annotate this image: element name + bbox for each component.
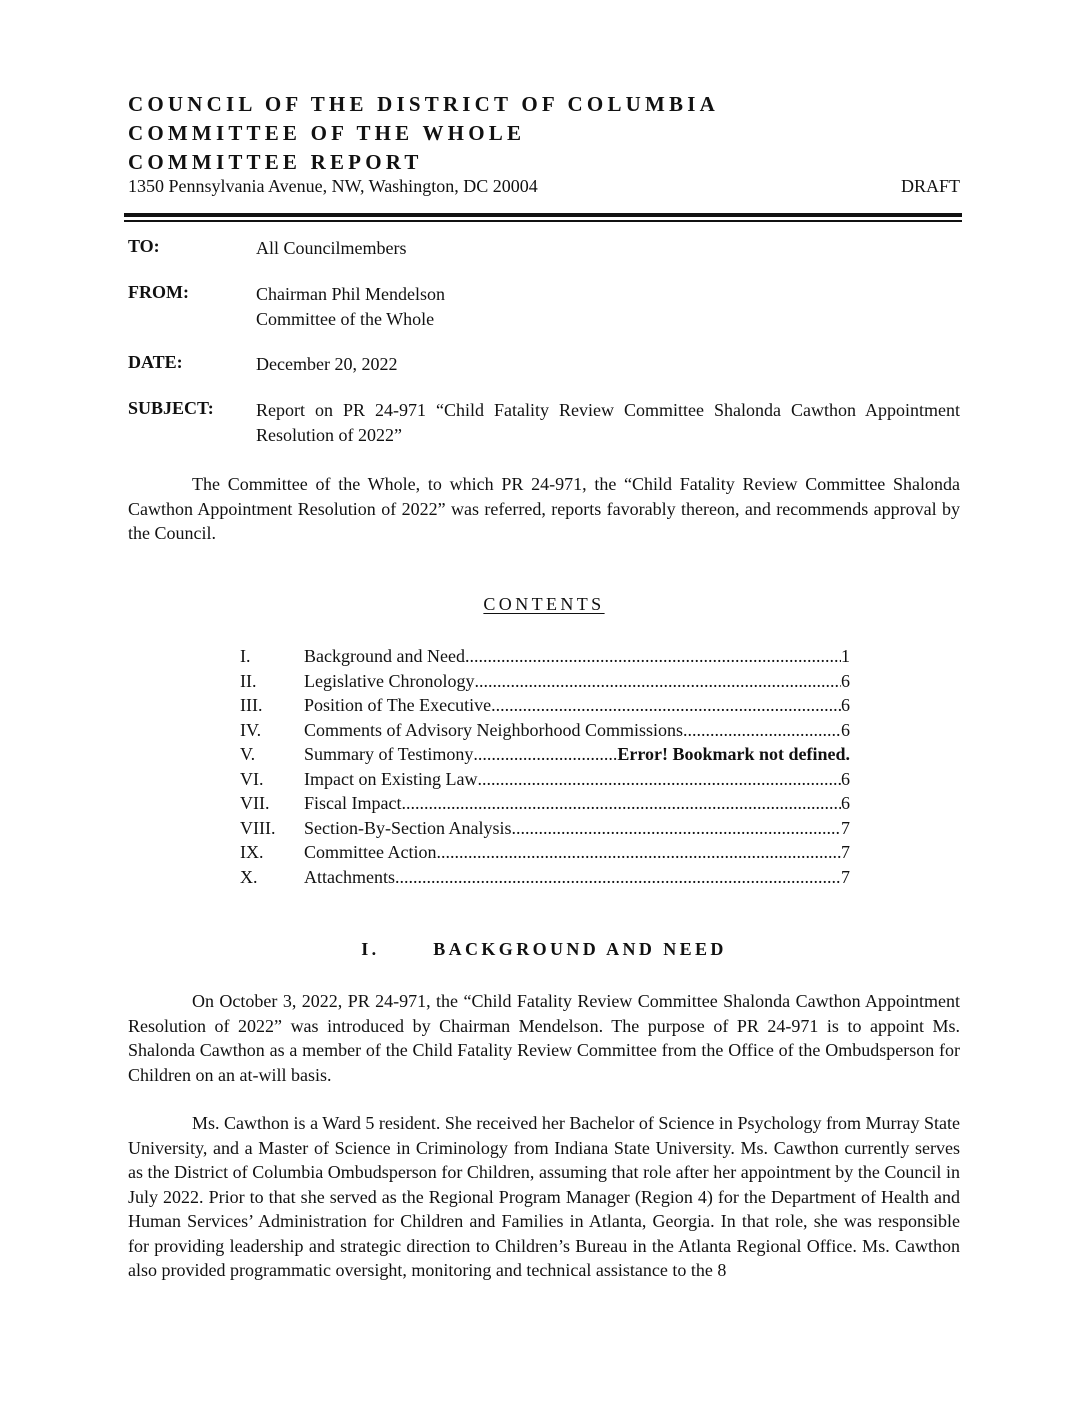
toc-title: Legislative Chronology — [304, 670, 475, 691]
toc-entry-impact-law[interactable] — [240, 769, 850, 794]
subject-value: Report on PR 24-971 “Child Fatality Review Committee Shalonda Cawthon Appointment Resolution of 2022” — [256, 400, 960, 445]
toc-number: VII. — [240, 793, 270, 813]
address-row — [128, 176, 960, 197]
from-value-name: Chairman Phil Mendelson — [256, 284, 445, 304]
toc-leader — [465, 646, 841, 667]
toc-number: X. — [240, 866, 258, 887]
toc-leader — [473, 744, 617, 765]
from-value-committee: Committee of the Whole — [256, 309, 435, 329]
to-label: TO: — [128, 236, 160, 256]
toc-entry-fiscal-impact[interactable] — [240, 793, 850, 818]
subject-label: SUBJECT: — [128, 398, 214, 418]
intro-paragraph: The Committee of the Whole, to which PR 24-971, the “Child Fatality Review Committee Shalonda Cawthon Appointment Resolution of 2022” was referred, reports favorably thereon, and recommends approval by the Council. — [128, 474, 960, 543]
toc-leader — [474, 671, 841, 692]
toc-page: 6 — [841, 670, 850, 691]
to-value: All Councilmembers — [256, 238, 407, 258]
toc-page: 6 — [841, 695, 850, 715]
toc-leader — [491, 695, 841, 716]
section-number: I. — [361, 939, 380, 959]
background-paragraph-2: Ms. Cawthon is a Ward 5 resident. She received her Bachelor of Science in Psychology from Murray State University, and a Master of Science in Criminology from Indiana State University. Ms. Cawthon currently serves as the District of Columbia Ombudsperson for Children, assuming that role after her appointment by the Council in July 2022. Prior to that she served as the Regional Program Manager (Region 4) for the Department of Health and Human Services’ Administration for Children and Families in Atlanta, Georgia. In that role, she was responsible for providing leadership and strategic direction to Children’s Bureau in the Atlanta Regional Office. Ms. Cawthon also provided programmatic oversight, monitoring and technical assistance to the 8 — [128, 1113, 960, 1280]
background-paragraph-1: On October 3, 2022, PR 24-971, the “Child Fatality Review Committee Shalonda Cawthon Appointment Resolution of 2022” was introduced by Chairman Mendelson. The purpose of PR 24-971 is to appoint Ms. Shalonda Cawthon as a member of the Child Fatality Review Committee from the Office of the Ombudsperson for Children on an at-will basis. — [128, 991, 960, 1085]
toc-entry-section-analysis[interactable] — [240, 818, 850, 843]
section-heading-background — [0, 939, 1088, 960]
toc-entry-legislative-chronology[interactable] — [240, 671, 850, 696]
toc-entry-attachments[interactable] — [240, 867, 850, 892]
section-title: BACKGROUND AND NEED — [433, 939, 727, 959]
toc-leader — [401, 793, 841, 814]
toc-page: 7 — [841, 817, 850, 838]
toc-number: IX. — [240, 842, 264, 862]
draft-label: DRAFT — [900, 176, 960, 196]
toc-entry-committee-action[interactable] — [240, 842, 850, 867]
toc-title: Impact on Existing Law — [304, 768, 478, 789]
toc-title: Attachments — [304, 866, 395, 887]
toc-page: 1 — [841, 646, 850, 666]
council-heading: COUNCIL OF THE DISTRICT OF COLUMBIA — [128, 92, 719, 116]
toc-entry-position-executive[interactable] — [240, 695, 850, 720]
toc-number: IV. — [240, 719, 262, 740]
toc-entry-anc-comments[interactable] — [240, 720, 850, 745]
toc-entry-background[interactable] — [240, 646, 850, 671]
contents-title-text: CONTENTS — [483, 594, 605, 614]
toc-leader — [683, 720, 841, 741]
toc-number: VI. — [240, 768, 264, 789]
toc-title: Position of The Executive — [304, 695, 492, 715]
toc-page: 6 — [841, 719, 850, 740]
toc-leader — [437, 842, 842, 863]
toc-leader — [395, 867, 841, 888]
council-address: 1350 Pennsylvania Avenue, NW, Washington, DC 20004 — [128, 176, 538, 196]
contents-title — [0, 594, 1088, 615]
toc-page: 6 — [841, 793, 850, 813]
toc-title: Fiscal Impact — [304, 793, 402, 813]
toc-title: Section-By-Section Analysis — [304, 817, 512, 838]
toc-page: 7 — [841, 866, 850, 887]
toc-number: VIII. — [240, 817, 276, 838]
toc-leader — [511, 818, 841, 839]
committee-heading: COMMITTEE OF THE WHOLE — [128, 121, 526, 145]
from-label: FROM: — [128, 282, 189, 302]
toc-page-error: Error! Bookmark not defined. — [617, 744, 850, 764]
toc-page: 6 — [841, 768, 850, 789]
toc-number: I. — [240, 646, 251, 666]
toc-number: V. — [240, 744, 256, 764]
report-heading: COMMITTEE REPORT — [128, 150, 423, 174]
toc-title: Committee Action — [304, 842, 437, 862]
toc-title: Comments of Advisory Neighborhood Commissions — [304, 719, 684, 740]
date-label: DATE: — [128, 352, 183, 372]
header-rule-thin — [124, 220, 962, 222]
toc-leader — [477, 769, 841, 790]
toc-page: 7 — [841, 842, 850, 862]
table-of-contents — [240, 646, 850, 891]
toc-number: III. — [240, 695, 263, 715]
date-value: December 20, 2022 — [256, 354, 398, 374]
toc-number: II. — [240, 670, 257, 691]
toc-title: Summary of Testimony — [304, 744, 474, 764]
toc-entry-summary-testimony[interactable] — [240, 744, 850, 769]
toc-title: Background and Need — [304, 646, 465, 666]
header-rule-thick — [124, 213, 962, 217]
